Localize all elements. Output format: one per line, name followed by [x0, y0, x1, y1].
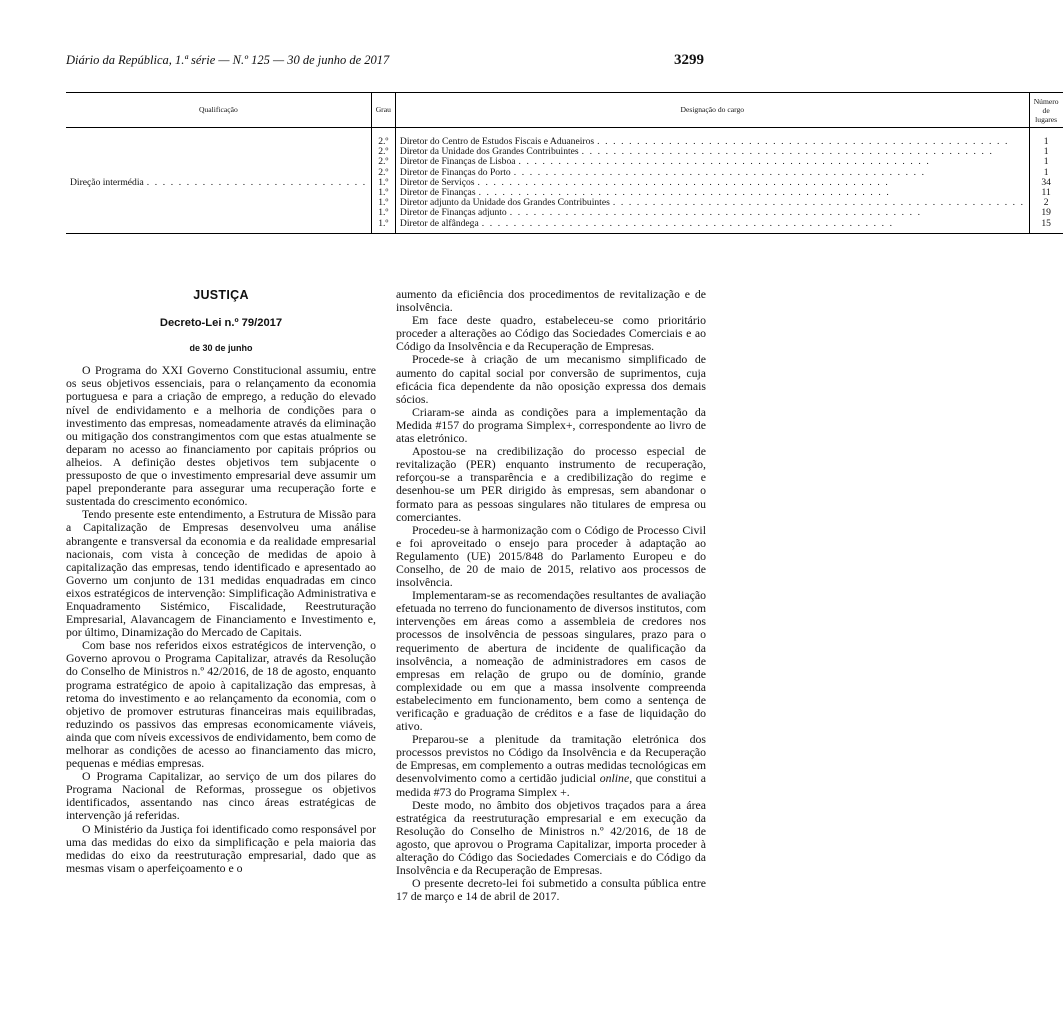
designation-entry: [400, 208, 1025, 218]
grade-value: 2.º: [378, 146, 389, 158]
table-header-row: [66, 93, 1063, 128]
paragraph: Procede-se à criação de um mecanismo simplificado de aumento do capital social por conversão de suprimentos, cuja eficácia fica dependente da não oposição expressa dos demais sócios.: [396, 352, 706, 406]
grade-value: 2.º: [378, 156, 389, 168]
column-header-designation: Designação do cargo: [395, 93, 1029, 128]
grade-cell: [371, 128, 395, 234]
grade-value: 1.º: [378, 197, 389, 209]
paragraph: O presente decreto-lei foi submetido a consulta pública entre 17 de março e 14 de abril de 2017.: [396, 876, 706, 904]
designation-label: Diretor de Finanças: [399, 186, 476, 198]
leader-dots: . . . . . . . . . . . . . . . . . . . . . . . . . . . . . . . . . . . . . . . . . . . . . . . . . . . .: [581, 146, 994, 158]
designation-label: Diretor da Unidade dos Grandes Contribuintes: [399, 146, 579, 158]
designation-cell: [395, 128, 1029, 234]
grade-value: 2.º: [378, 136, 389, 147]
paragraph: Deste modo, no âmbito dos objetivos traçados para a área estratégica da reestruturação empresarial e em execução da Resolução do Conselho de Ministros n.º 42/2016, de 18 de agosto, que aprovou o Programa Capitalizar, importa proceder à alteração do Código das Sociedades Comerciais e do Código da Insolvência e da Recuperação de Empresas.: [396, 797, 706, 878]
count-value: 1: [1043, 156, 1049, 168]
right-column: [396, 288, 706, 903]
designation-label: Diretor de Finanças adjunto: [399, 207, 507, 219]
left-column: [66, 288, 376, 875]
leader-dots: . . . . . . . . . . . . . . . . . . . . . . . . . . . .: [146, 176, 367, 188]
grade-value: 1.º: [378, 176, 389, 188]
leader-dots: . . . . . . . . . . . . . . . . . . . . . . . . . . . . . . . . . . . . . . . . . . . . . . . . . . . .: [597, 136, 1009, 147]
grade-value: 1.º: [378, 217, 389, 229]
page-number: 3299: [674, 52, 704, 68]
running-title: Diário da República, 1.ª série — N.º 125 — 30 de junho de 2017: [66, 53, 390, 67]
designation-label: Diretor de Finanças de Lisboa: [399, 156, 516, 168]
paragraph: O Ministério da Justiça foi identificado como responsável por uma das medidas do eixo da simplificação e pela maioria das medidas do eixo da reestruturação empresarial, dado que as mesmas visam o aperfeiçoamento e o: [66, 821, 376, 875]
grade-value: 2.º: [378, 166, 389, 178]
paragraph: Apostou-se na credibilização do processo especial de revitalização (PER) enquanto instrumento de recuperação, reforçou-se a transparência e a credibilização do regime e desenhou-se um PER dirigido às empresas, sem abandonar o formato para as pessoas singulares não titulares de empresa ou comerciantes.: [396, 444, 706, 524]
leader-dots: . . . . . . . . . . . . . . . . . . . . . . . . . . . . . . . . . . . . . . . . . . . . . . . . . . . .: [481, 217, 894, 229]
count-value: 1: [1043, 166, 1049, 178]
designation-label: Diretor de Finanças do Porto: [399, 166, 511, 178]
leader-dots: . . . . . . . . . . . . . . . . . . . . . . . . . . . . . . . . . . . . . . . . . . . . . . . . . . . .: [477, 176, 890, 188]
column-header-grade: Grau: [371, 93, 395, 128]
text-run: Preparou-se a plenitude da tramitação eletrónica dos processos previstos no Código da Insolvência e da Recuperação de Empresas, em complemento a outras medidas tecnológicas em desenvolvimento como a certidão judicial: [396, 732, 706, 786]
page-header: [66, 52, 704, 69]
paragraph: O Programa do XXI Governo Constitucional assumiu, entre os seus objetivos essenciais, para o relançamento da economia portuguesa e para a criação de emprego, a redução do elevado nível de endividamento e a melhoria de condições para o investimento das empresas, nomeadamente através da eliminação ou mitigação dos constrangimentos com que estas atualmente se deparam no acesso ao financiamento por capitais próprios ou alheios. A definição destes objetivos tem subjacente o pressuposto de que o investimento empresarial deve assumir um papel preponderante para assegurar uma recuperação forte e sustentada do crescimento económico.: [66, 363, 376, 509]
leader-dots: . . . . . . . . . . . . . . . . . . . . . . . . . . . . . . . . . . . . . . . . . . . . . . . . . . . .: [612, 197, 1025, 209]
positions-table: [66, 92, 1063, 234]
leader-dots: . . . . . . . . . . . . . . . . . . . . . . . . . . . . . . . . . . . . . . . . . . . . . . . . . . . .: [509, 207, 922, 219]
count-value: 19: [1041, 207, 1051, 219]
column-header-qualification: Qualificação: [66, 93, 371, 128]
count-value: 11: [1041, 186, 1051, 198]
paragraph: O Programa Capitalizar, ao serviço de um dos pilares do Programa Nacional de Reformas, prossegue os objetivos identificados, assentando nas cinco áreas estratégicas de intervenção já referidas.: [66, 769, 376, 823]
table-row: [66, 128, 1063, 234]
italic-term: online: [599, 771, 630, 786]
leader-dots: . . . . . . . . . . . . . . . . . . . . . . . . . . . . . . . . . . . . . . . . . . . . . . . . . . . .: [518, 156, 931, 168]
text-run: , que constitui a medida #73 do Programa Simplex +.: [396, 771, 707, 799]
grade-value: 1.º: [378, 186, 389, 198]
leader-dots: . . . . . . . . . . . . . . . . . . . . . . . . . . . . . . . . . . . . . . . . . . . . . . . . . . . .: [513, 166, 926, 178]
paragraph: Em face deste quadro, estabeleceu-se como prioritário proceder a alterações ao Código das Sociedades Comerciais e ao Código da Insolvência e da Recuperação de Empresas.: [396, 313, 706, 354]
count-value: 1: [1043, 136, 1049, 147]
leader-dots: . . . . . . . . . . . . . . . . . . . . . . . . . . . . . . . . . . . . . . . . . . . . . . . . . . . .: [478, 186, 891, 198]
qualification-entry: [70, 178, 367, 188]
paragraph-online: [396, 733, 706, 798]
count-value: 15: [1041, 217, 1051, 229]
decree-date: de 30 de junho: [189, 343, 253, 354]
column-header-count: Número de lugares: [1029, 93, 1062, 128]
designation-label: Diretor de alfândega: [399, 217, 479, 229]
count-value: 34: [1041, 176, 1051, 188]
decree-title: Decreto-Lei n.º 79/2017: [159, 317, 283, 330]
paragraph: Procedeu-se à harmonização com o Código de Processo Civil e foi aproveitado o ensejo para proceder à adaptação ao Regulamento (UE) 2015/848 do Parlamento Europeu e do Conselho, de 20 de maio de 2015, relativo aos processos de insolvência.: [396, 522, 706, 590]
count-value: 1: [1043, 146, 1049, 158]
paragraph: Tendo presente este entendimento, a Estrutura de Missão para a Capitalização de Empresas desenvolveu uma análise abrangente e transversal da economia e da realidade empresarial nacionais, com vista à conceção de medidas de apoio à capitalização das empresas, tendo identificado e apresentado ao Governo um conjunto de 131 medidas enquadradas em cinco eixos estratégicos de intervenção: Simplificação Administrativa e Enquadramento Sistémico, Fiscalidade, Reestruturação Empresarial, Alavancagem de Financiamento e Investimento e, por último, Dinamização do Mercado de Capitais.: [66, 507, 376, 640]
paragraph-continuation: aumento da eficiência dos procedimentos de revitalização e de insolvência.: [396, 287, 706, 315]
grade-value: 1.º: [378, 207, 389, 219]
paragraph: Criaram-se ainda as condições para a implementação da Medida #157 do programa Simplex+, correspondente ao livro de atas eletrónico.: [396, 404, 706, 446]
paragraph: Com base nos referidos eixos estratégicos de intervenção, o Governo aprovou o Programa Capitalizar, através da Resolução do Conselho de Ministros n.º 42/2016, de 18 de agosto, enquanto programa estratégico de apoio à capitalização das empresas, à retoma do investimento e ao relançamento da economia, com o objetivo de promover estruturas financeiras mais equilibradas, reduzindo os passivos das empresas economicamente viáveis, ainda que com níveis excessivos de endividamento, bem como de melhorar as condições de acesso ao financiamento das micro, pequenas e médias empresas.: [66, 638, 376, 771]
count-cell: [1029, 128, 1062, 234]
designation-label: Diretor adjunto da Unidade dos Grandes Contribuintes: [399, 197, 610, 209]
designation-label: Diretor do Centro de Estudos Fiscais e Aduaneiros: [399, 136, 595, 147]
designation-entry: [400, 219, 1025, 229]
count-value: 2: [1043, 197, 1049, 209]
paragraph: Implementaram-se as recomendações resultantes de avaliação efetuada no terreno do funcionamento de diversos institutos, com intervenções em áreas como a assembleia de credores nos processos de insolvência de pessoas singulares, prazo para o requerimento de abertura de incidente de qualificação da insolvência, a nomeação de administradores em casos de empresas em relação de grupo ou de domínio, grande complexidade ou em que a massa insolvente compreenda estabelecimento em funcionamento, bem como a sentença de verificação e graduação de créditos e a fase de liquidação do ativo.: [396, 588, 706, 734]
qualification-label: Direção intermédia: [70, 176, 144, 188]
section-title: JUSTIÇA: [193, 288, 249, 302]
designation-label: Diretor de Serviços: [399, 176, 475, 188]
qualification-cell: [66, 128, 371, 234]
